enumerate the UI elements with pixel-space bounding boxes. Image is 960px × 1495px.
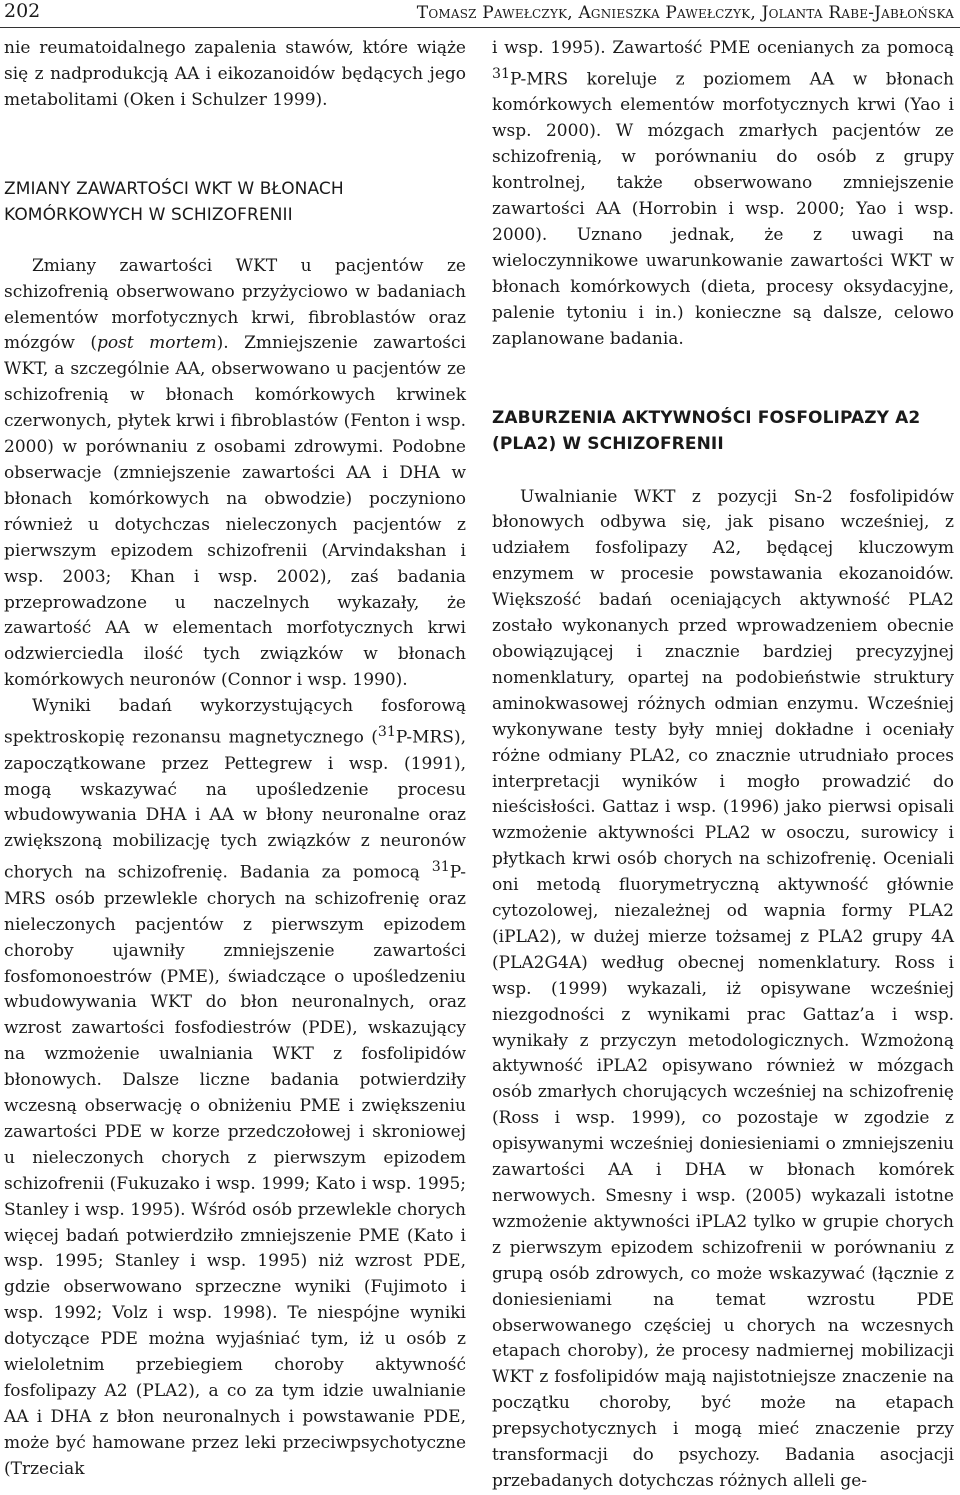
section-heading-pla2-disorders: ZABURZENIA AKTYWNOŚCI FOSFOLIPAZY A2 (PLA2) W SCHIZOFRENII xyxy=(492,407,921,454)
left-paragraph-1-text-b: ). Zmniejszenie zawartości WKT, a szczególnie AA, obserwowano u pacjentów ze schizofrenią w błonach komórkowych krwinek czerwonych, płytek krwi i fibroblastów (Fenton i wsp. 2000) w porównaniu z osobami zdrowymi. Podobne obserwacje (zmniejszenie zawartości AA i DHA w błonach komórkowych na obwodzie) poczyniono również u dotychczas nieleczonych pacjentów z pierwszym epizodem schizofrenii (Arvindakshan i wsp. 2003; Khan i wsp. 2002), zaś badania przeprowadzone u naczelnych wykazały, że zawartość AA w elementach morfotycznych krwi odzwierciedla ilość tych związków w błonach komórkowych neuronów (Connor i wsp. 1990). xyxy=(4,333,466,691)
left-paragraph-1-text-a: Zmiany zawartości WKT u pacjentów ze schizofrenią obserwowano przyżyciowo w badaniach elementów morfotycznych krwi, fibroblastów oraz mózgów ( xyxy=(4,255,466,354)
right-paragraph-1: Uwalnianie WKT z pozycji Sn-2 fosfolipidów błonowych odbywa się, jak pisano wcześniej, z udziałem fosfolipazy A2, będącej kluczowym enzymem w procesie powstawania ekozanoidów. Większość badań oceniających aktywność PLA2 zostało wykonanych przed wprowadzeniem obecnie obowiązującej i znacznie bardziej precyzyjnej nomenklatury, opartej na podobieństwie struktury aminokwasowej różnych odmian enzymu. Wcześniej wykonywane testy były mniej dokładne i oceniały różne odmiany PLA2, co znacznie utrudniało proces interpretacji wyników i mogło prowadzić do nieścisłości. Gattaz i wsp. (1996) jako pierwsi opisali wzmożenie aktywności PLA2 w osoczu, surowicy i płytkach krwi osób chorych na schizofrenię. Oceniali oni metodą fluorymetryczną aktywność głównie cytozolowej, niezależnej od wapnia formy PLA2 (iPLA2), w dużej mierze tożsamej z PLA2 grupy 4A (PLA2G4A) według obecnej nomenklatury. Ross i wsp. (1999) wykazali, iż opisywane wcześniej niezgodności z wynikami prac Gattaz’a i wsp. wynikały z przyczyn metodologicznych. Wzmożoną aktywność iPLA2 opisywano również w mózgach osób zmarłych chorujących wcześniej na schizofrenię (Ross i wsp. 1999), co pozostaje w zgodzie z opisywanymi wcześniej doniesieniami o zmniejszeniu zawartości AA i DHA w błonach komórek nerwowych. Smesny i wsp. (2005) wykazali istotne wzmożenie aktywności iPLA2 tylko w grupie chorych z pierwszym epizodem schizofrenii w porównaniu z grupą osób zdrowych, co może wskazywać (łącznie z doniesieniami na temat wzrostu PDE obserwowanego częściej u chorych na wczesnych etapach choroby), że procesy nadmiernej mobilizacji WKT z fosfolipidów mają najistotniejsze znaczenie na początku choroby, być może na etapach prepsychotycznych i mogą mieć znaczenie przy transformacji do psychozy. Badania asocjacji przebadanych dotychczas różnych alleli ge- xyxy=(492,486,954,1491)
left-paragraph-2-text-c: P-MRS osób przewlekle chorych na schizofrenię oraz nieleczonych pacjentów z pierwszym epizodem choroby ujawniły zmniejszenie zawartości fosfomonoestrów (PME), świadczące o upośledzeniu wbudowywania WKT do błon neuronalnych, oraz wzrost zawartości fosfodiestrów (PDE), wskazujący na wzmożenie uwalniania WKT z fosfolipidów błonowych. Dalsze liczne badania potwierdziły wczesną obserwację o obniżeniu PME i zwiększeniu zawartości PDE w korze przedczołowej i skroniowej u nieleczonych chorych z pierwszym epizodem schizofrenii (Fukuzako i wsp. 1999; Kato i wsp. 1995; Stanley i wsp. 1995). Wśród osób przewlekle chorych więcej badań potwierdziło zmniejszenie PME (Kato i wsp. 1995; Stanley i wsp. 1995) niż wzrost PDE, gdzie obserwowano sprzeczne wyniki (Fujimoto i wsp. 1992; Volz i wsp. 1998). Te niespójne wyniki dotyczące PDE można wyjaśniać tym, iż u osób z wieloletnim przebiegiem choroby aktywność fosfolipazy A2 (PLA2), a co za tym idzie uwalnianie AA i DHA z błon neuronalnych i powstawanie PDE, może być hamowane przez leki przeciwpsychotyczne (Trzeciak xyxy=(4,862,466,1479)
left-column xyxy=(4,36,466,1483)
right-continuation-text-b: P-MRS koreluje z poziomem AA w błonach komórkowych elementów morfotycznych krwi (Yao i wsp. 2000). W mózgach zmarłych pacjentów ze schizofrenią, w porównaniu do osób z grupy kontrolnej, także obserwowano zmniejszenie zawartości AA (Horrobin i wsp. 2000; Yao i wsp. 2000). Uznano jednak, że z uwagi na wieloczynnikowe uwarunkowanie zawartości WKT w błonach komórkowych (dieta, procesy oksydacyjne, palenie tytoniu i in.) konieczne są dalsze, celowo zaplanowane badania. xyxy=(492,69,954,349)
section-heading-wkt-changes: ZMIANY ZAWARTOŚCI WKT W BŁONACH KOMÓRKOWYCH W SCHIZOFRENII xyxy=(4,178,344,225)
right-continuation-paragraph xyxy=(492,36,954,353)
left-paragraph-1-italic: post mortem xyxy=(97,333,217,354)
left-paragraph-2-superscript-2: 31 xyxy=(431,859,450,876)
left-continuation-paragraph: nie reumatoidalnego zapalenia stawów, które wiąże się z nadprodukcją AA i eikozanoidów będących jego metabolitami (Oken i Schulzer 1999). xyxy=(4,38,466,110)
running-header: Tomasz Pawełczyk, Agnieszka Pawełczyk, Jolanta Rabe-Jabłońska xyxy=(416,3,954,23)
right-column xyxy=(492,36,954,1495)
right-continuation-text-a: i wsp. 1995). Zawartość PME ocenianych za pomocą xyxy=(492,38,954,58)
right-continuation-superscript: 31 xyxy=(492,65,511,82)
left-paragraph-2-text-b: P-MRS), zapoczątkowane przez Pettegrew i wsp. (1991), mogą wskazywać na upośledzenie procesu wbudowywania DHA i AA w błony neuronalne oraz zwiększoną mobilizację tych związków z neuronów chorych na schizofrenię. Badania za pomocą xyxy=(4,727,466,883)
left-paragraph-2-text-a: Wyniki badań wykorzystujących fosforową spektroskopię rezonansu magnetycznego ( xyxy=(4,696,466,748)
left-paragraph-2 xyxy=(4,694,466,1483)
left-paragraph-2-superscript-1: 31 xyxy=(377,724,396,741)
left-paragraph-1 xyxy=(4,254,466,694)
page-number: 202 xyxy=(4,0,41,22)
header-rule xyxy=(0,27,960,28)
